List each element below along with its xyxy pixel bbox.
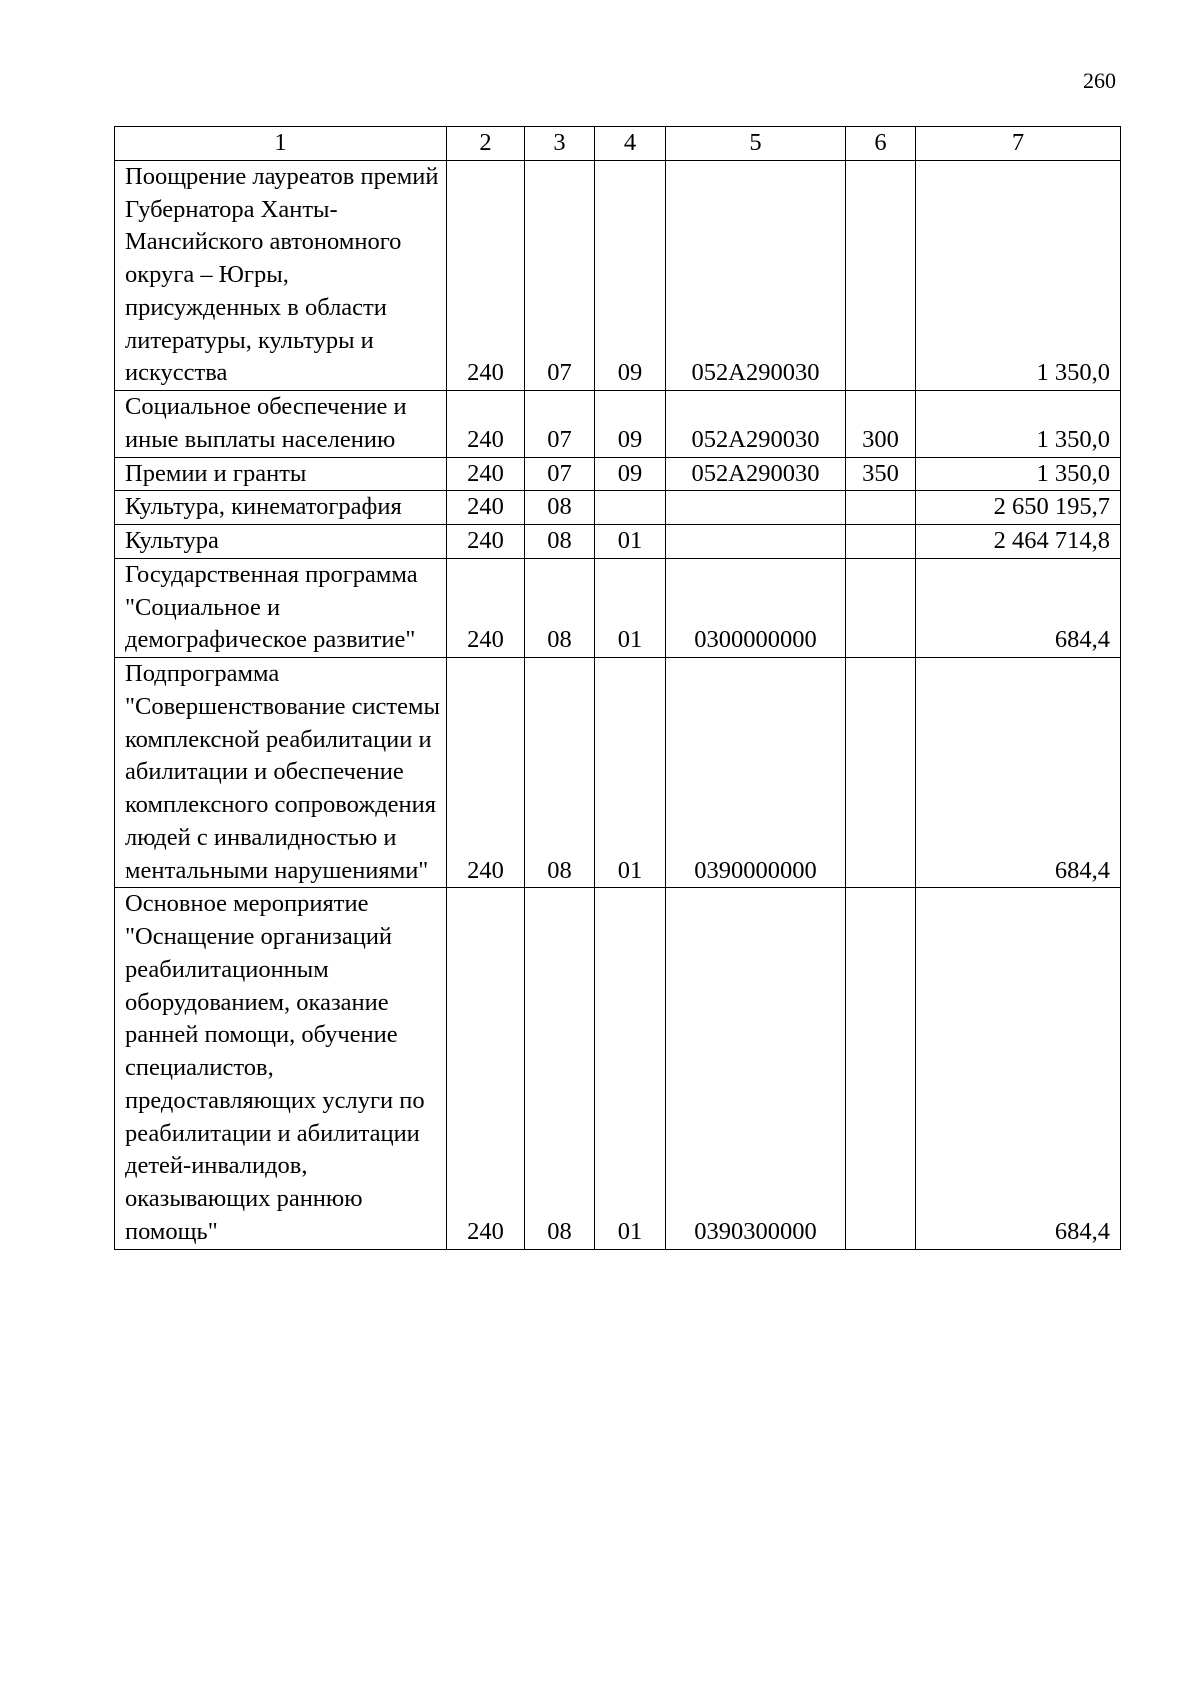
cell-col4: 01 [595,888,666,1249]
cell-col3: 08 [525,525,595,559]
cell-col2: 240 [447,658,525,888]
cell-col5: 0390000000 [666,658,846,888]
column-header: 5 [666,127,846,161]
header-row [115,127,1121,161]
cell-col2: 240 [447,525,525,559]
cell-col4: 01 [595,525,666,559]
cell-col5 [666,491,846,525]
cell-col7: 684,4 [916,658,1121,888]
cell-col4: 01 [595,558,666,657]
column-header: 4 [595,127,666,161]
cell-col6 [846,558,916,657]
cell-col5: 0390300000 [666,888,846,1249]
cell-col6: 300 [846,391,916,458]
table-row [115,491,1121,525]
cell-col7: 2 650 195,7 [916,491,1121,525]
row-name: Государственная программа "Социальное и демографическое развитие" [115,558,447,657]
cell-col6 [846,888,916,1249]
cell-col4: 09 [595,457,666,491]
cell-col4: 09 [595,160,666,390]
column-header: 3 [525,127,595,161]
cell-col4: 09 [595,391,666,458]
cell-col7: 2 464 714,8 [916,525,1121,559]
cell-col7: 1 350,0 [916,160,1121,390]
cell-col3: 08 [525,558,595,657]
cell-col2: 240 [447,558,525,657]
page-number: 260 [1083,68,1116,93]
cell-col3: 08 [525,888,595,1249]
cell-col6 [846,658,916,888]
cell-col6 [846,525,916,559]
table-header [115,127,1121,161]
cell-col2: 240 [447,457,525,491]
cell-col7: 684,4 [916,888,1121,1249]
cell-col5: 052A290030 [666,457,846,491]
cell-col5: 052A290030 [666,160,846,390]
cell-col3: 07 [525,457,595,491]
cell-col4: 01 [595,658,666,888]
cell-col7: 1 350,0 [916,457,1121,491]
cell-col5: 0300000000 [666,558,846,657]
table-row [115,658,1121,888]
cell-col4 [595,491,666,525]
cell-col6 [846,491,916,525]
row-name: Премии и гранты [115,457,447,491]
cell-col2: 240 [447,160,525,390]
table-row [115,457,1121,491]
row-name: Культура, кинематография [115,491,447,525]
table-row [115,391,1121,458]
column-header: 1 [115,127,447,161]
row-name: Основное мероприятие "Оснащение организаций реабилитационным оборудованием, оказание ранней помощи, обучение специалистов, предоставляющих услуги по реабилитации и абилитации детей-инвалидов, оказывающих раннюю помощь" [115,888,447,1249]
cell-col2: 240 [447,391,525,458]
cell-col6 [846,160,916,390]
table-row [115,160,1121,390]
table-row [115,525,1121,559]
table-row [115,888,1121,1249]
cell-col2: 240 [447,888,525,1249]
cell-col3: 07 [525,160,595,390]
table-row [115,558,1121,657]
cell-col3: 07 [525,391,595,458]
column-header: 6 [846,127,916,161]
budget-table [114,126,1121,1250]
column-header: 2 [447,127,525,161]
cell-col5 [666,525,846,559]
cell-col2: 240 [447,491,525,525]
cell-col3: 08 [525,658,595,888]
table-body [115,160,1121,1249]
row-name: Поощрение лауреатов премий Губернатора Ханты-Мансийского автономного округа – Югры, присужденных в области литературы, культуры и искусства [115,160,447,390]
cell-col6: 350 [846,457,916,491]
row-name: Культура [115,525,447,559]
column-header: 7 [916,127,1121,161]
cell-col7: 684,4 [916,558,1121,657]
cell-col5: 052A290030 [666,391,846,458]
row-name: Подпрограмма "Совершенствование системы комплексной реабилитации и абилитации и обеспечение комплексного сопровождения людей с инвалидностью и ментальными нарушениями" [115,658,447,888]
row-name: Социальное обеспечение и иные выплаты населению [115,391,447,458]
cell-col3: 08 [525,491,595,525]
cell-col7: 1 350,0 [916,391,1121,458]
